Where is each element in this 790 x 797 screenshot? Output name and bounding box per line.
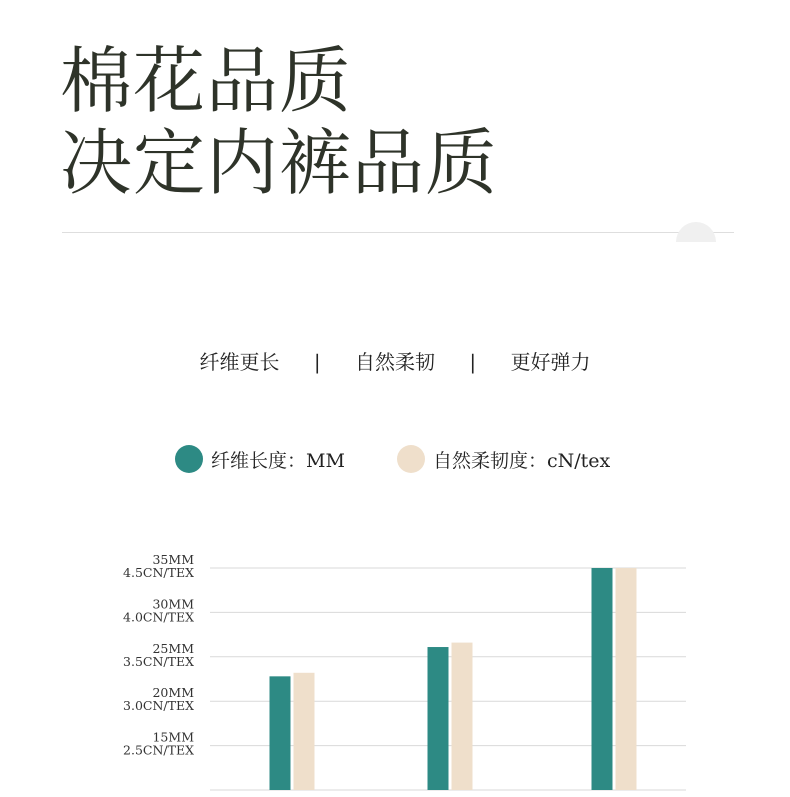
y-tick-label-mm: 25MM bbox=[152, 640, 194, 656]
bar-toughness bbox=[616, 568, 637, 790]
bar-fiber-length bbox=[428, 647, 449, 790]
y-tick-label-cn: 4.0CN/TEX bbox=[123, 609, 194, 625]
y-tick-label-cn: 3.0CN/TEX bbox=[123, 698, 194, 714]
feature-separator: | bbox=[469, 350, 477, 374]
y-tick-label-cn: 4.5CN/TEX bbox=[123, 565, 194, 580]
bar-toughness bbox=[452, 643, 473, 790]
y-tick-label-mm: 30MM bbox=[152, 596, 194, 612]
feature-natural-soft: 自然柔韧 bbox=[355, 350, 435, 374]
bar-fiber-length bbox=[592, 568, 613, 790]
feature-fiber-longer: 纤维更长 bbox=[199, 350, 280, 374]
y-tick-label-mm: 15MM bbox=[152, 729, 194, 745]
y-tick-label-cn: 3.5CN/TEX bbox=[123, 653, 194, 669]
legend-label-fiber-length: 纤维长度：MM bbox=[211, 449, 345, 472]
legend-label-toughness: 自然柔韧度：cN/tex bbox=[433, 449, 611, 472]
headline-line-2: 决定内裤品质 bbox=[60, 121, 499, 205]
y-tick-label-cn: 2.5CN/TEX bbox=[123, 742, 194, 758]
feature-separator: | bbox=[313, 350, 321, 374]
y-tick-label-mm: 20MM bbox=[152, 685, 194, 701]
headline-line-1: 棉花品质 bbox=[60, 39, 353, 123]
y-tick-label-mm: 35MM bbox=[152, 552, 194, 567]
bar-toughness bbox=[294, 673, 315, 790]
feature-better-elasticity: 更好弹力 bbox=[510, 350, 591, 374]
bar-fiber-length bbox=[270, 676, 291, 790]
